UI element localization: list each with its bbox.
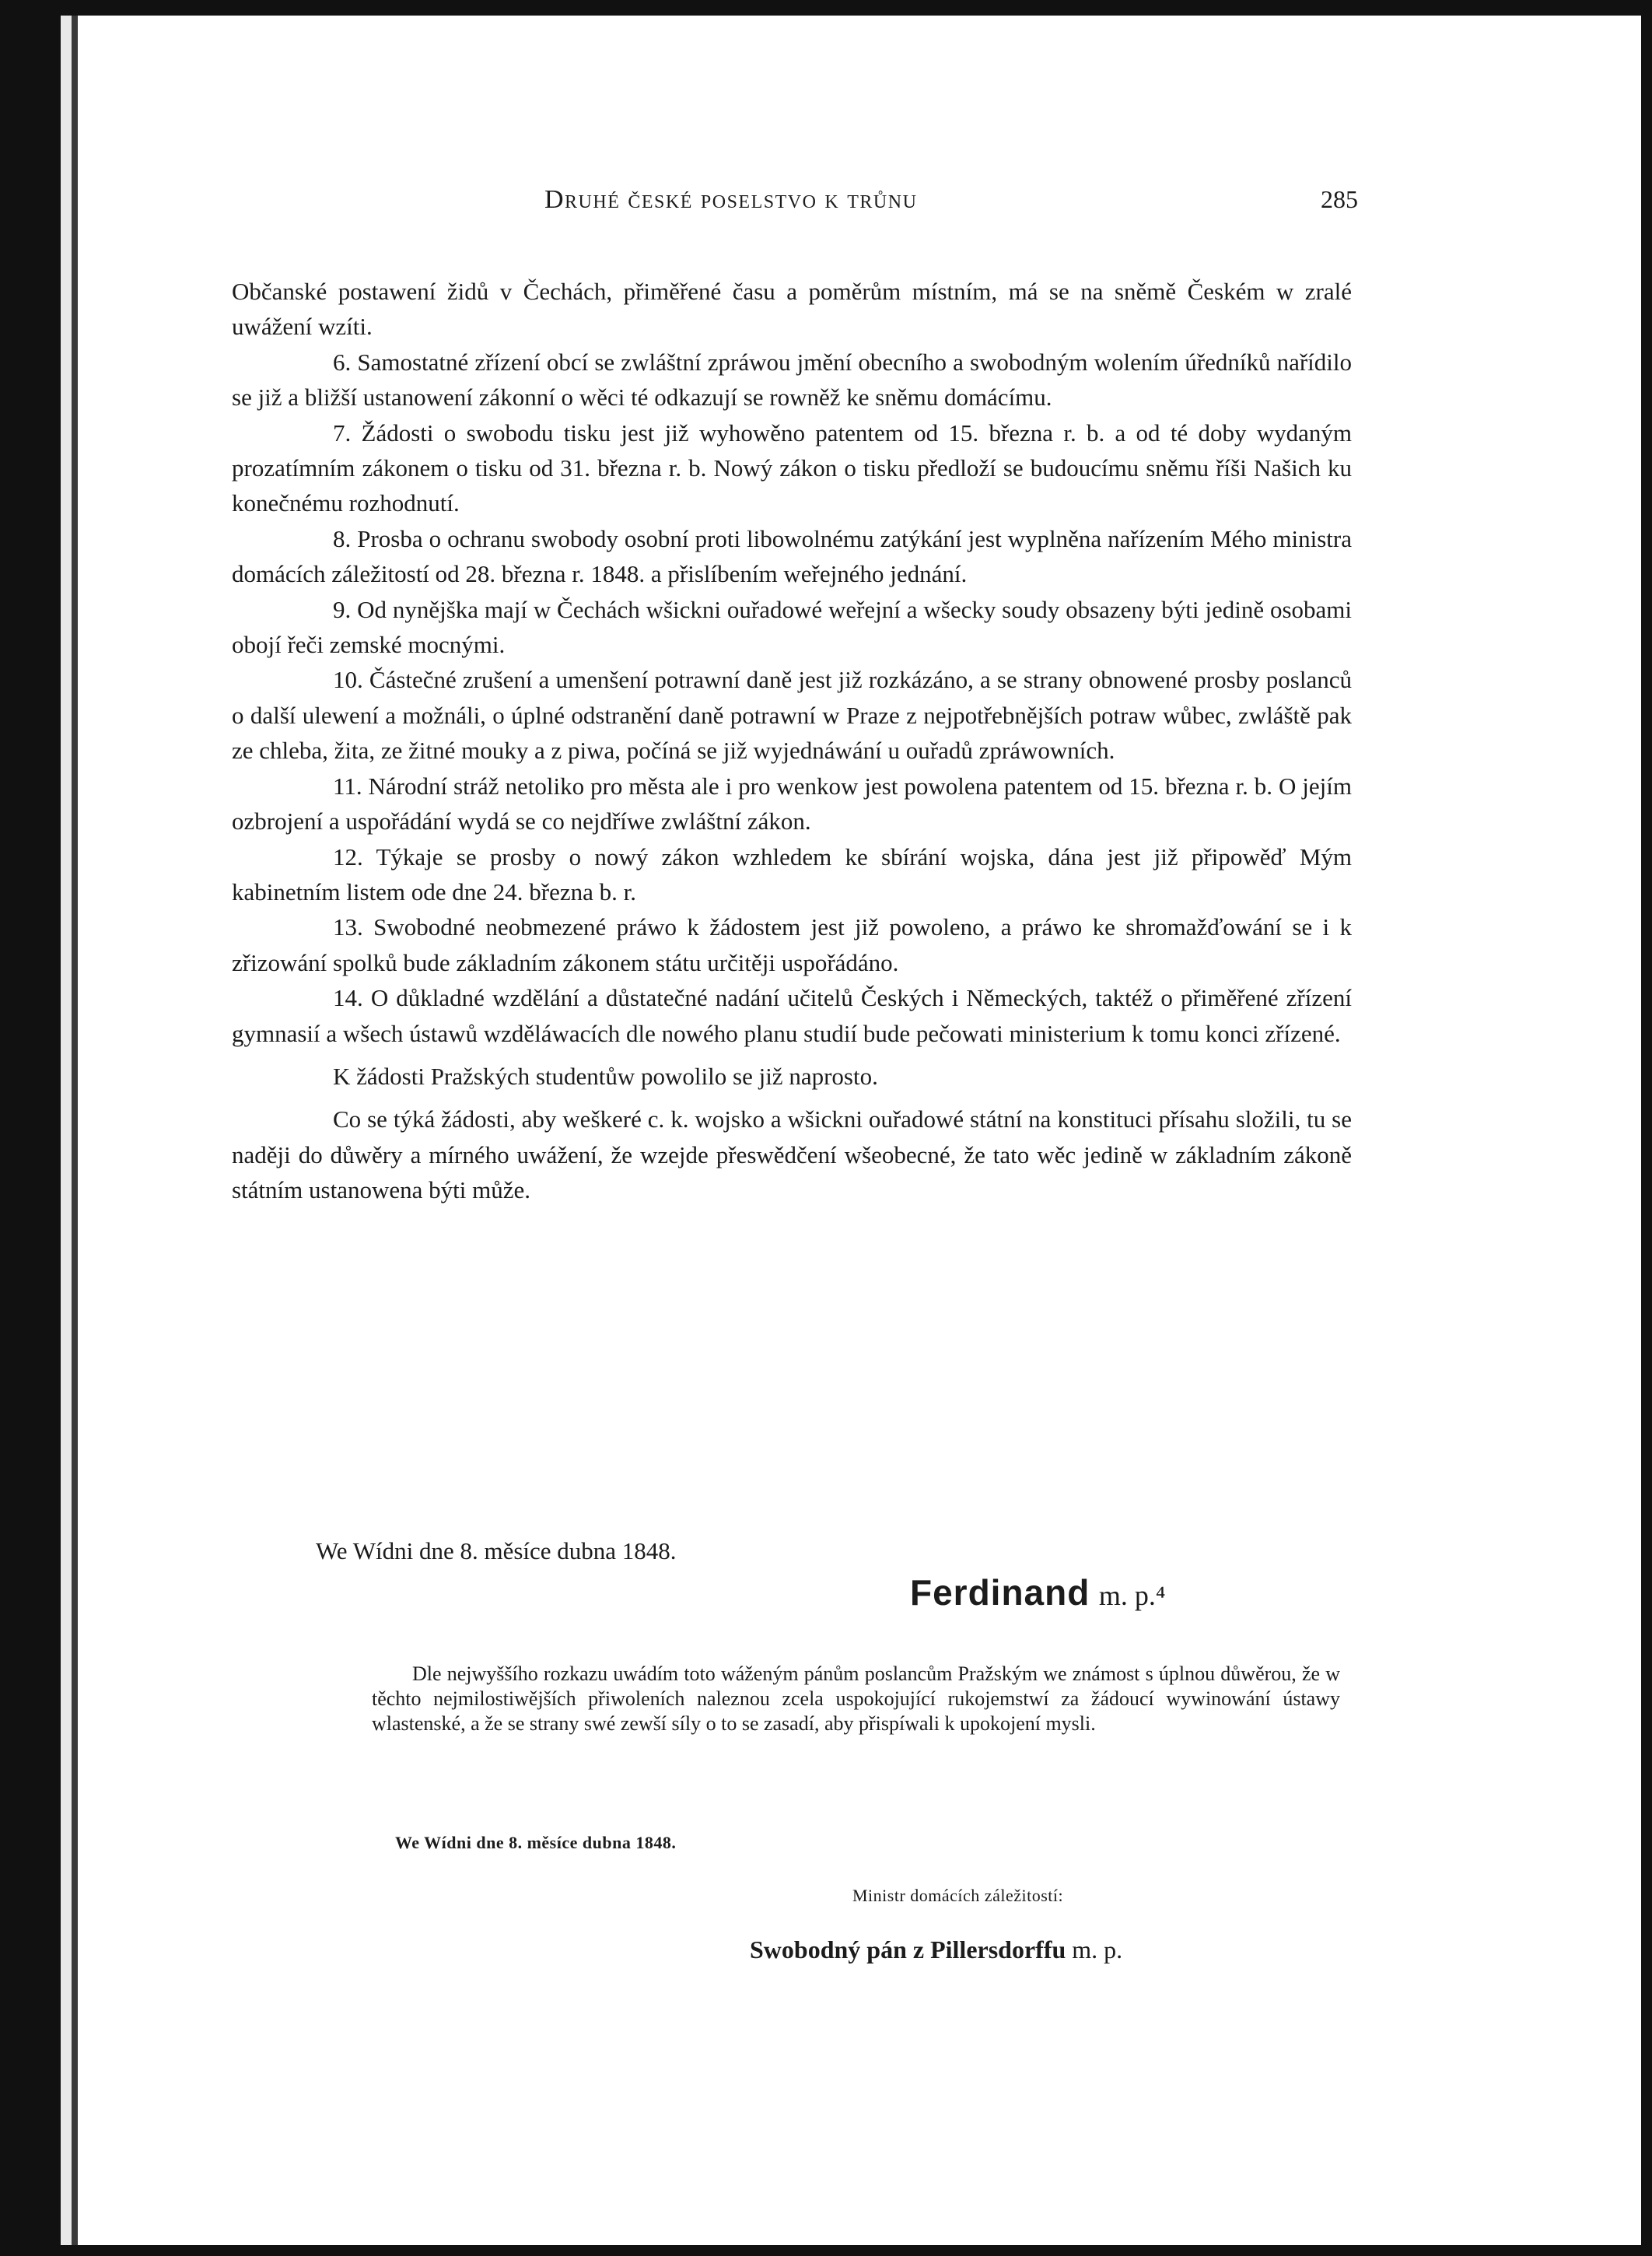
page-number: 285 (1321, 185, 1358, 213)
paragraph: 8. Prosba o ochranu swobody osobní proti libowolnému zatýkání jest wyplněna nařízením Mého ministra domácích záležitostí od 28. března r. 1848. a přislíbením weřejného jednání. (232, 524, 1352, 588)
paragraph: Občanské postawení židů v Čechách, přiměřené času a poměrům místním, má se na sněmě Českém w zralé uwážení wzíti. (232, 278, 1352, 341)
paragraph: Co se týká žádosti, aby weškeré c. k. wojsko a wšickni ouřadowé státní na konstituci přísahu složili, tu se naději do důwěry a mírného uwážení, že wzejde přeswědčení wšeobecné, že tato wěc jedině w základním zákoně státním ustanowena býti může. (232, 1105, 1352, 1204)
paragraph: 10. Částečné zrušení a umenšení potrawní daně jest již rozkázáno, a se strany obnowené prosby poslanců o další ulewení a možnáli, o úplné odstranění daně potrawní w Praze z nejpotřebnějších potraw wůbec, zwláště pak ze chleba, žita, ze žitné mouky a z piwa, počíná se již wyjednáwání u ouřadů zpráwowních. (232, 666, 1352, 765)
paragraph: 7. Žádosti o swobodu tisku jest již wyhowěno patentem od 15. března r. b. a od té doby wydaným prozatímním zákonem o tisku od 31. března r. b. Nowý zákon o tisku předloží se budoucímu sněmu říši Našich ku konečnému rozhodnutí. (232, 419, 1352, 517)
note-date: We Wídni dne 8. měsíce dubna 1848. (395, 1833, 677, 1852)
paragraph: 11. Národní stráž netoliko pro města ale i pro wenkow jest powolena patentem od 15. března r. b. O jejím ozbrojení a uspořádání wydá se co nejdříwe zwláštní zákon. (232, 772, 1352, 835)
page-body (232, 274, 1352, 1208)
scan-binding-edge (0, 0, 61, 2256)
scan-binding-highlight (61, 0, 72, 2256)
paragraph: 6. Samostatné zřízení obcí se zwláštní zpráwou jmění obecního a swobodným wolením úředníků nařídilo se již a bližší ustanowení zákonní o wěci té odkazují se rowněž ke sněmu domácímu. (232, 348, 1352, 412)
paragraph: 13. Swobodné neobmezené práwo k žádostem jest již powoleno, a práwo ke shromažďowání se i k zřizowání spolků bude základním zákonem státu určitěji uspořádáno. (232, 913, 1352, 976)
paragraph: 14. O důkladné wzdělání a důstatečné nadání učitelů Českých i Německých, taktéž o přiměřené zřízení gymnasií a wšech ústawů wzděláwacích dle nowého planu studií bude pečowati ministerium k tomu konci zřízené. (232, 984, 1352, 1047)
paragraph: K žádosti Pražských studentůw powolilo se již naprosto. (333, 1062, 878, 1090)
running-head: Druhé české poselstvo k trůnu (544, 185, 918, 214)
minister-signature-suffix: m. p. (1072, 1935, 1123, 1963)
scan-binding-shadow (72, 0, 78, 2256)
signature-suffix: m. p.⁴ (1098, 1580, 1166, 1611)
closing-date: We Wídni dne 8. měsíce dubna 1848. (316, 1537, 677, 1564)
paragraph: 9. Od nynějška mají w Čechách wšickni ouřadowé weřejní a wšecky soudy obsazeny býti jedině osobami obojí řeči zemské mocnými. (232, 595, 1352, 659)
minister-signature-name: Swobodný pán z Pillersdorffu (750, 1935, 1066, 1963)
minister-note: Dle nejwyššího rozkazu uwádím toto wáženým pánům poslancům Pražským we známost s úplnou důwěrou, že w těchto nejmilostiwějších přiwoleních naleznou zcela uspokojující rukojemstwí za žádoucí wywinowání ústawy wlastenské, a že se strany swé zewší síly o to se zasadí, aby přispíwali k upokojení mysli. (372, 1662, 1340, 1736)
scan-bottom-edge (0, 2245, 1652, 2256)
emperor-signature (910, 1571, 1165, 1613)
minister-title: Ministr domácích záležitostí: (852, 1886, 1064, 1905)
minister-signature (750, 1935, 1122, 1964)
scan-right-edge (1641, 0, 1652, 2256)
scan-top-edge (0, 0, 1652, 16)
signature-name: Ferdinand (910, 1572, 1090, 1613)
paragraph: 12. Týkaje se prosby o nowý zákon wzhledem ke sbírání wojska, dána jest již připowěď Mým kabinetním listem ode dne 24. března b. r. (232, 842, 1352, 906)
